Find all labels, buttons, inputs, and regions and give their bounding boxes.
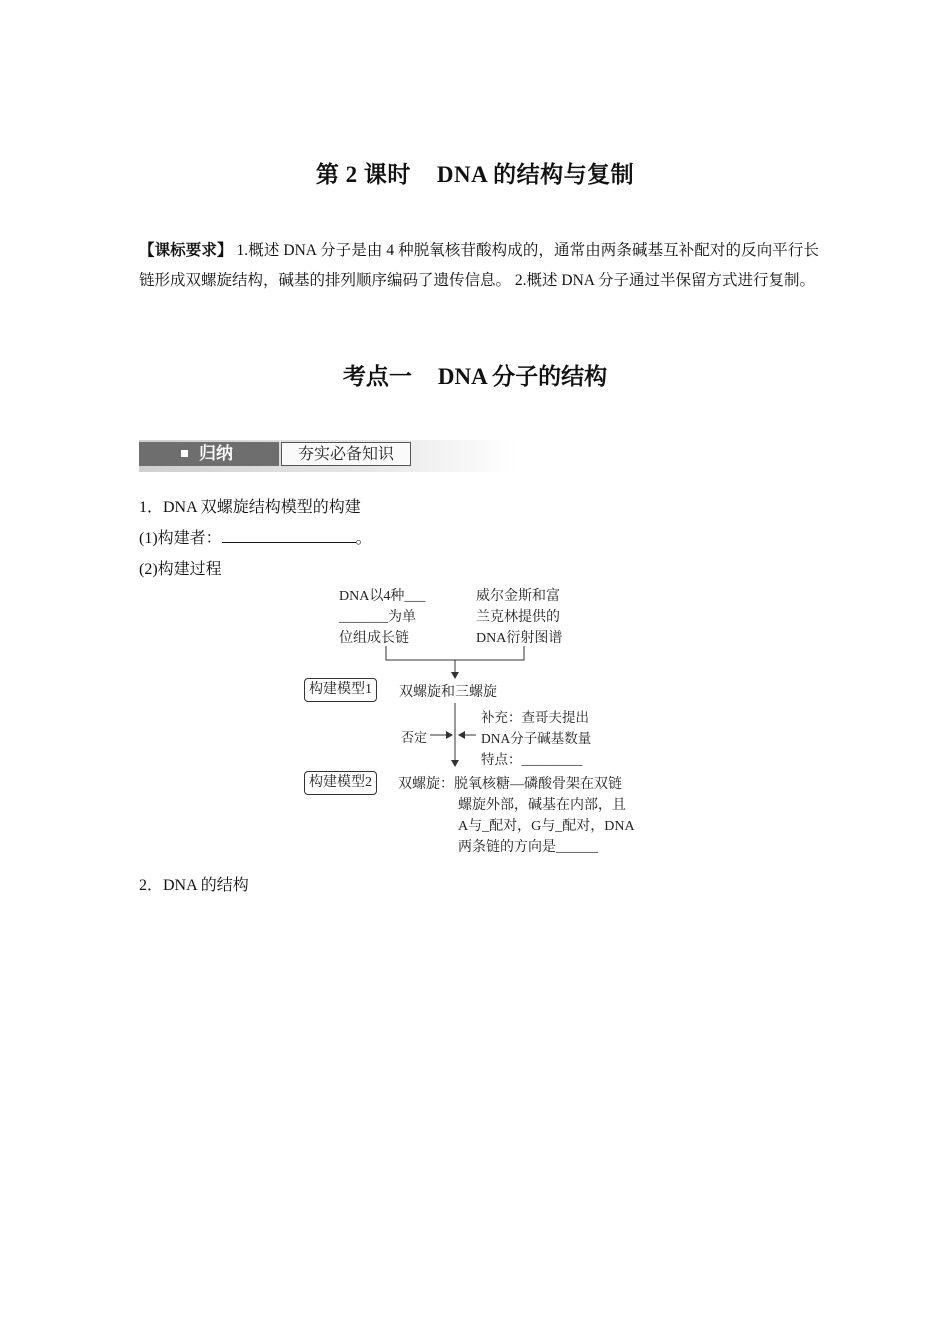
item-1-heading: 1．DNA 双螺旋结构模型的构建	[139, 499, 361, 516]
builder-end: 。	[355, 530, 372, 547]
left-source-line: _______为单	[339, 610, 416, 625]
model-2-line: 两条链的方向是______	[458, 840, 598, 855]
left-source-box	[339, 586, 425, 649]
supplement-line: 特点：_________	[481, 752, 583, 767]
requirements-label: 【课标要求】	[139, 242, 233, 259]
lesson-number: 第 2 课时	[315, 162, 411, 187]
process-label: (2)构建过程	[139, 561, 222, 578]
builder-label: (1)构建者：	[139, 530, 222, 547]
model-2-line: 双螺旋：脱氧核糖—磷酸骨架在双链	[398, 777, 622, 792]
model-2-text	[398, 774, 635, 858]
banner-right-label: 夯实必备知识	[281, 442, 411, 466]
model-2-label: 构建模型2	[304, 771, 377, 795]
left-source-line: 位组成长链	[339, 631, 409, 646]
requirements-text: 1.概述 DNA 分子是由 4 种脱氧核苷酸构成的，通常由两条碱基互补配对的反向平行长链形成双螺旋结构，碱基的排列顺序编码了遗传信息。 2.概述 DNA 分子通过半保留方式进行复制。	[139, 242, 819, 289]
lesson-topic: DNA 的结构与复制	[436, 162, 635, 187]
supplement-line: 补充：查哥夫提出	[481, 710, 589, 725]
banner-left-label: 归纳	[199, 444, 233, 464]
model-2-line: 螺旋外部，碱基在内部，且	[458, 798, 626, 813]
right-source-line: DNA衍射图谱	[476, 631, 563, 646]
right-source-box	[476, 586, 562, 649]
model-1-label: 构建模型1	[304, 678, 377, 702]
model-1-text: 双螺旋和三螺旋	[399, 685, 497, 700]
left-source-line: DNA以4种___	[339, 589, 426, 604]
right-source-line: 威尔金斯和富	[476, 589, 560, 604]
section-label: 考点一	[342, 364, 412, 389]
negate-label: 否定	[401, 730, 428, 745]
right-source-line: 兰克林提供的	[476, 610, 560, 625]
model-2-line: A与_配对，G与_配对，DNA	[458, 819, 635, 834]
supplement-box	[481, 707, 591, 770]
section-topic: DNA 分子的结构	[437, 364, 608, 389]
item-2-heading: 2．DNA 的结构	[139, 877, 249, 894]
supplement-line: DNA分子碱基数量	[481, 731, 592, 746]
